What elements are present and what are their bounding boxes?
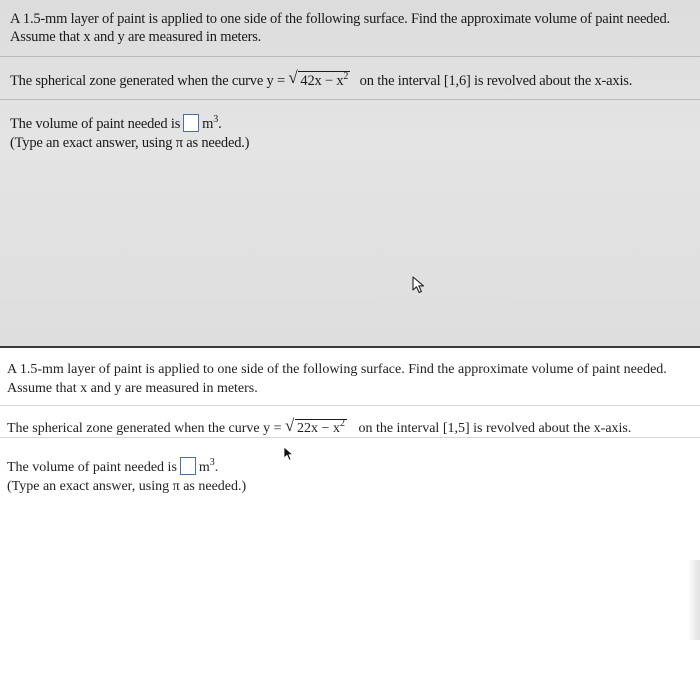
top-sqrt-icon: [289, 71, 350, 90]
bottom-answer-unit: m: [198, 460, 210, 475]
bottom-problem-panel: [0, 348, 700, 700]
mouse-pointer-outline-icon: [412, 276, 426, 294]
bottom-intro-line2: Assume that x and y are measured in meters.: [7, 381, 258, 396]
bottom-sqrt-icon: [286, 419, 347, 438]
bottom-surface-prefix: The spherical zone generated when the curve y =: [7, 421, 282, 436]
mouse-pointer-solid-icon: [283, 446, 295, 462]
top-answer-prefix: The volume of paint needed is: [10, 116, 181, 132]
bottom-rule-2: [0, 437, 700, 438]
bottom-unit-exponent: 3: [209, 457, 215, 468]
top-rule-1: [0, 56, 700, 57]
bottom-answer-period: .: [214, 460, 219, 475]
top-answer-input[interactable]: [183, 114, 199, 132]
bottom-answer-line: [7, 457, 218, 477]
top-exponent: 2: [343, 71, 349, 82]
bottom-surface-suffix: on the interval [1,5] is revolved about the x-axis.: [358, 421, 632, 436]
top-rule-2: [0, 99, 700, 100]
bottom-radicand: 22x − x: [297, 421, 340, 436]
top-answer-line: [10, 114, 222, 133]
top-intro-line2: Assume that x and y are measured in meters.: [10, 29, 262, 45]
top-answer-unit: m: [202, 116, 214, 132]
top-surface-suffix: on the interval [1,6] is revolved about the x-axis.: [359, 73, 633, 89]
top-surface-prefix: The spherical zone generated when the curve y =: [10, 73, 285, 89]
bottom-hint: (Type an exact answer, using π as needed.): [7, 479, 247, 494]
top-unit-exponent: 3: [213, 114, 219, 125]
edge-shadow: [688, 560, 700, 640]
bottom-answer-prefix: The volume of paint needed is: [7, 460, 177, 475]
bottom-rule-1: [0, 405, 700, 406]
top-problem-panel: [0, 0, 700, 348]
top-radicand: 42x − x: [300, 73, 344, 89]
bottom-exponent: 2: [339, 418, 345, 429]
top-hint: (Type an exact answer, using π as needed.): [10, 135, 250, 151]
top-surface-statement: [10, 71, 632, 90]
bottom-surface-statement: [7, 419, 631, 438]
bottom-answer-input[interactable]: [180, 457, 196, 475]
top-answer-period: .: [218, 116, 222, 132]
top-intro-line1: A 1.5-mm layer of paint is applied to one side of the following surface. Find the approximate volume of paint needed.: [10, 11, 670, 27]
bottom-intro-line1: A 1.5-mm layer of paint is applied to one side of the following surface. Find the approximate volume of paint needed.: [7, 362, 667, 377]
